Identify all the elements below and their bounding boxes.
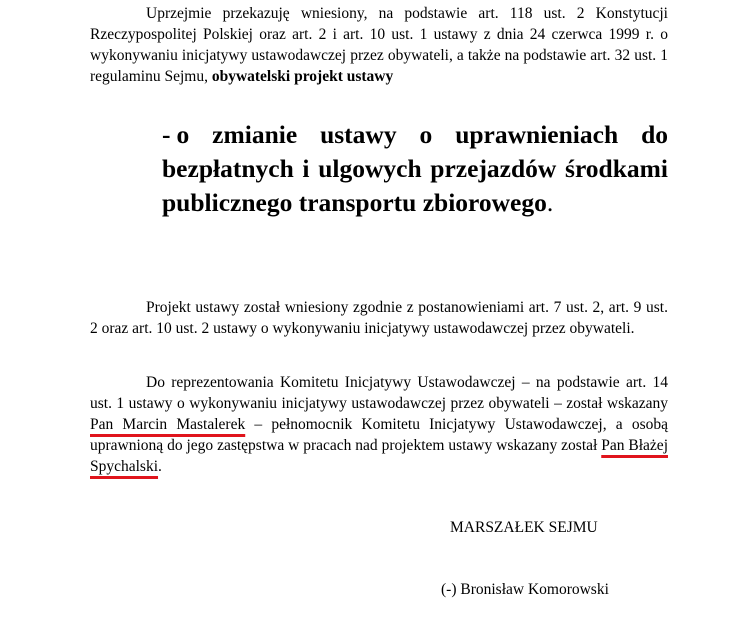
- title-period: .: [546, 188, 554, 217]
- representative-paragraph: [90, 372, 668, 477]
- representative-name-2: Pan Błażej Spychalski: [90, 437, 668, 475]
- representative-part2: – pełnomocnik Komitetu Inicjatywy Ustawodawczej, a osobą uprawnioną do jego zastępstwa w pracach nad projektem ustawy wskazany został: [90, 416, 668, 454]
- intro-text-regular: Uprzejmie przekazuję wniesiony, na podstawie art. 118 ust. 2 Konstytucji Rzeczypospolitej Polskiej oraz art. 2 i art. 10 ust. 1 ustawy z dnia 24 czerwca 1999 r. o wykonywaniu inicjatywy ustawodawczej przez obywateli, a także na podstawie art. 32 ust. 1 regulaminu Sejmu,: [90, 5, 668, 85]
- representative-part1: Do reprezentowania Komitetu Inicjatywy Ustawodawczej – na podstawie art. 14 ust. 1 ustawy o wykonywaniu inicjatywy ustawodawczej przez obywateli – został wskazany: [90, 374, 668, 412]
- bill-title: [162, 118, 668, 220]
- representative-part3: .: [158, 458, 162, 475]
- signature-role: MARSZAŁEK SEJMU: [450, 519, 598, 536]
- projekt-text: Projekt ustawy został wniesiony zgodnie z postanowieniami art. 7 ust. 2, art. 9 ust. 2 oraz art. 10 ust. 2 ustawy o wykonywaniu inicjatywy ustawodawczej przez obywateli.: [90, 299, 668, 337]
- representative-text: [90, 372, 668, 477]
- intro-paragraph: [90, 3, 668, 87]
- projekt-paragraph: [90, 297, 668, 339]
- title-main: o zmianie ustawy o uprawnieniach do bezpłatnych i ulgowych przejazdów środkami publicznego transportu zbiorowego: [162, 120, 668, 217]
- intro-text-bold: obywatelski projekt ustawy: [211, 68, 394, 85]
- title-dash: -: [162, 120, 171, 149]
- intro-text: [90, 3, 668, 87]
- signature-name: (-) Bronisław Komorowski: [441, 581, 609, 598]
- representative-name-1: Pan Marcin Mastalerek: [90, 416, 246, 433]
